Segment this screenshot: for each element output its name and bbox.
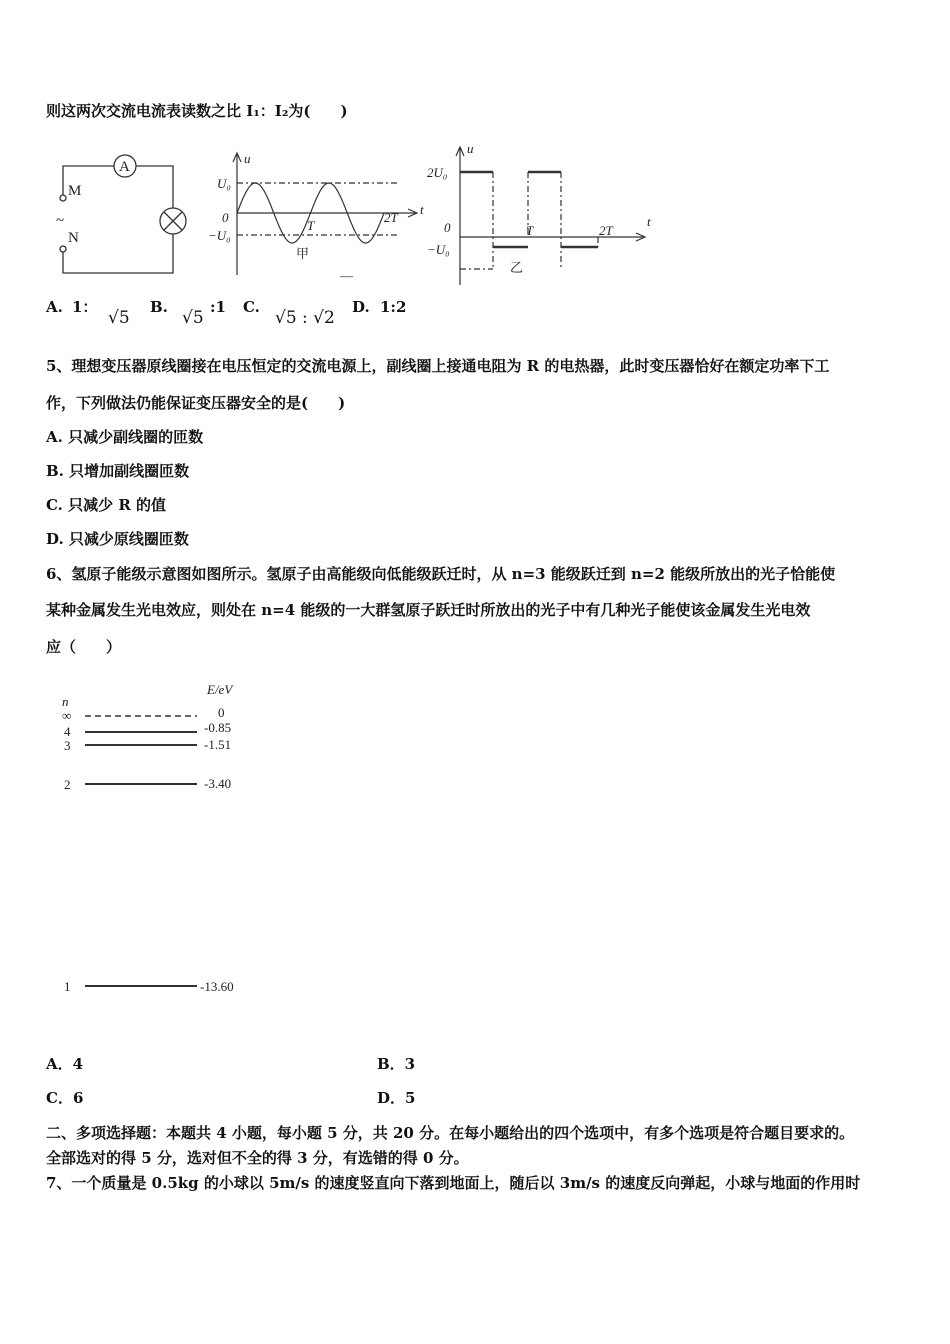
figure-label: -3.40 [204,776,232,791]
figure-label: n [62,694,69,709]
figure-label: u [467,141,474,156]
figure-label: 甲 [296,246,310,261]
figure-label: -13.60 [200,979,234,994]
figure-label: 2 [64,777,71,792]
figure-label: ~ [56,213,65,229]
figure-label: 0 [222,210,229,225]
q6-option-a[interactable]: A．4 [46,1055,84,1073]
figure-label: t [647,214,651,229]
figure-label: -1.51 [204,737,232,752]
figure-label: ∞ [62,708,72,723]
option-d-label[interactable]: D. [352,298,370,316]
section2-heading-2: 全部选对的得 5 分，选对但不全的得 3 分，有选错的得 0 分。 [46,1149,469,1167]
figure-label: N [68,230,79,246]
figure-label: 0 [218,705,225,720]
q4-stem: 则这两次交流电流表读数之比 I₁：I₂为( ) [46,102,348,120]
figure-label: T [307,218,315,233]
figure-label: — [340,268,353,283]
q6-stem-3: 应（ ） [46,638,122,656]
q6-option-c[interactable]: C．6 [46,1089,84,1107]
option-d-value: 1:2 [380,298,407,316]
q5-option-c[interactable]: C. 只减少 R 的值 [46,496,167,514]
figure-label: M [68,183,82,199]
q6-stem-1: 6、氢原子能级示意图如图所示。氢原子由高能级向低能级跃迁时，从 n=3 能级跃迁到 n=2 能级所放出的光子恰能使 [46,565,836,583]
q5-option-b[interactable]: B. 只增加副线圈匝数 [46,462,190,480]
figure-label: 0 [444,220,451,235]
figure-label: U₀ [217,176,231,191]
figure-label: A [119,159,130,175]
option-a-root: √5 [108,308,130,328]
figure-label: −U₀ [208,228,231,243]
figure-label: −U₀ [427,242,450,257]
q6-stem-2: 某种金属发生光电效应，则处在 n=4 能级的一大群氢原子跃迁时所放出的光子中有几种光子能使该金属发生光电效 [46,601,811,619]
q7-stem-1: 7、一个质量是 0.5kg 的小球以 5m/s 的速度竖直向下落到地面上，随后以 3m/s 的速度反向弹起，小球与地面的作用时 [46,1174,861,1192]
option-b-value: :1 [210,298,226,316]
figure-label: 4 [64,724,71,739]
option-a-value: 1： [72,298,98,316]
figure-label: 2T [384,210,398,225]
option-a-label[interactable]: A. [46,298,63,316]
option-c-root: √5 : √2 [275,308,335,328]
figure-label: u [244,151,251,166]
figure-label: 2U₀ [427,165,448,180]
figure-label: -0.85 [204,720,232,735]
option-b-root: √5 [182,308,204,328]
q5-stem-2: 作，下列做法仍能保证变压器安全的是( ) [46,394,346,412]
option-b-label[interactable]: B. [150,298,168,316]
q5-stem-1: 5、理想变压器原线圈接在电压恒定的交流电源上，副线圈上接通电阻为 R 的电热器，此时变压器恰好在额定功率下工 [46,357,830,375]
figure-label: T [526,223,534,238]
figure-label: t [420,202,424,217]
figure-label: 1 [64,979,71,994]
figure-label: 乙 [510,260,524,275]
figure-label: 2T [599,223,613,238]
figure-label: E/eV [207,682,233,697]
figure-label: 3 [64,738,71,753]
q5-option-a[interactable]: A. 只减少副线圈的匝数 [46,428,204,446]
q6-option-d[interactable]: D．5 [377,1089,416,1107]
option-c-label[interactable]: C. [243,298,260,316]
q6-option-b[interactable]: B．3 [377,1055,416,1073]
q5-option-d[interactable]: D. 只减少原线圈匝数 [46,530,189,548]
section2-heading-1: 二、多项选择题：本题共 4 小题，每小题 5 分，共 20 分。在每小题给出的四个选项中，有多个选项是符合题目要求的。 [46,1124,855,1142]
